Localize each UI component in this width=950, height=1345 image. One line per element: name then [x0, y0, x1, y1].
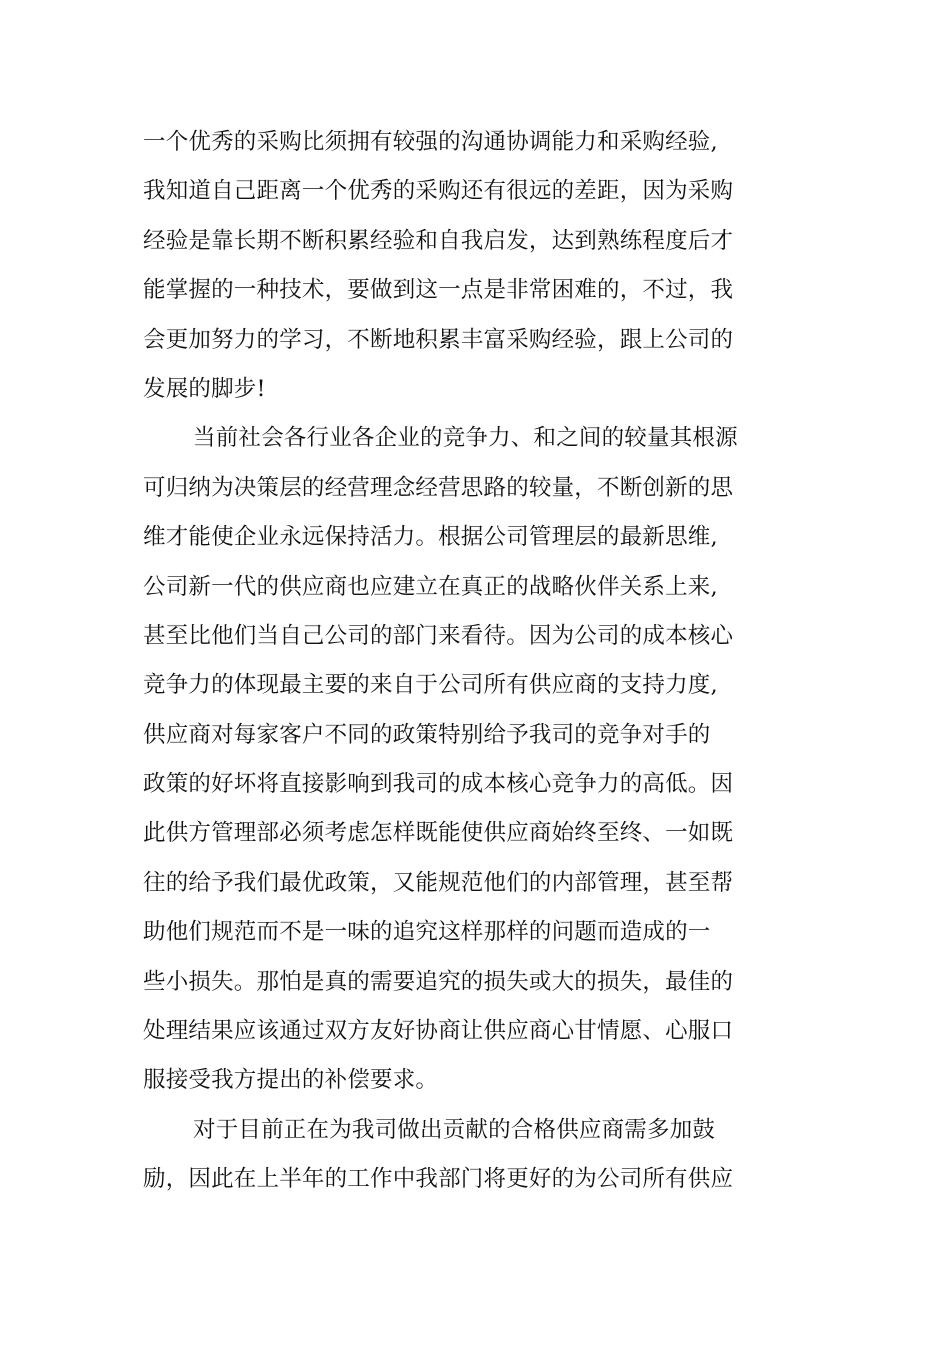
text-line: 维才能使企业永远保持活力。根据公司管理层的最新思维, — [143, 524, 718, 551]
text-line: 公司新一代的供应商也应建立在真正的战略伙伴关系上来, — [143, 573, 718, 600]
paragraph-start-line: 对于目前正在为我司做出贡献的合格供应商需多加鼓 — [193, 1116, 716, 1143]
text-line: 经验是靠长期不断积累经验和自我启发，达到熟练程度后才 — [143, 227, 734, 254]
text-line: 助他们规范而不是一味的追究这样那样的问题而造成的一 — [143, 919, 711, 946]
text-line: 励，因此在上半年的工作中我部门将更好的为公司所有供应 — [143, 1166, 734, 1193]
text-line: 此供方管理部必须考虑怎样既能使供应商始终至终、一如既 — [143, 820, 734, 847]
text-line: 会更加努力的学习，不断地积累丰富采购经验，跟上公司的 — [143, 326, 734, 353]
text-line: 能掌握的一种技术，要做到这一点是非常困难的，不过，我 — [143, 277, 734, 304]
text-line: 竞争力的体现最主要的来自于公司所有供应商的支持力度, — [143, 672, 718, 699]
text-line: 我知道自己距离一个优秀的采购还有很远的差距，因为采购 — [143, 178, 734, 205]
text-line: 发展的脚步! — [143, 375, 266, 402]
text-line: 政策的好坏将直接影响到我司的成本核心竞争力的高低。因 — [143, 771, 734, 798]
text-line: 些小损失。那怕是真的需要追究的损失或大的损失，最佳的 — [143, 968, 734, 995]
text-line: 可归纳为决策层的经营理念经营思路的较量，不断创新的思 — [143, 474, 734, 501]
paragraph-start-line: 当前社会各行业各企业的竞争力、和之间的较量其根源 — [193, 425, 738, 452]
text-line: 往的给予我们最优政策，又能规范他们的内部管理，甚至帮 — [143, 869, 734, 896]
text-line: 处理结果应该通过双方友好协商让供应商心甘情愿、心服口 — [143, 1018, 734, 1045]
body-text — [143, 118, 753, 1205]
text-line: 一个优秀的采购比须拥有较强的沟通协调能力和采购经验, — [143, 129, 718, 155]
text-line: 供应商对每家客户不同的政策特别给予我司的竞争对手的 — [143, 721, 711, 748]
text-line: 服接受我方提出的补偿要求。 — [143, 1067, 439, 1094]
text-line: 甚至比他们当自己公司的部门来看待。因为公司的成本核心 — [143, 622, 734, 649]
